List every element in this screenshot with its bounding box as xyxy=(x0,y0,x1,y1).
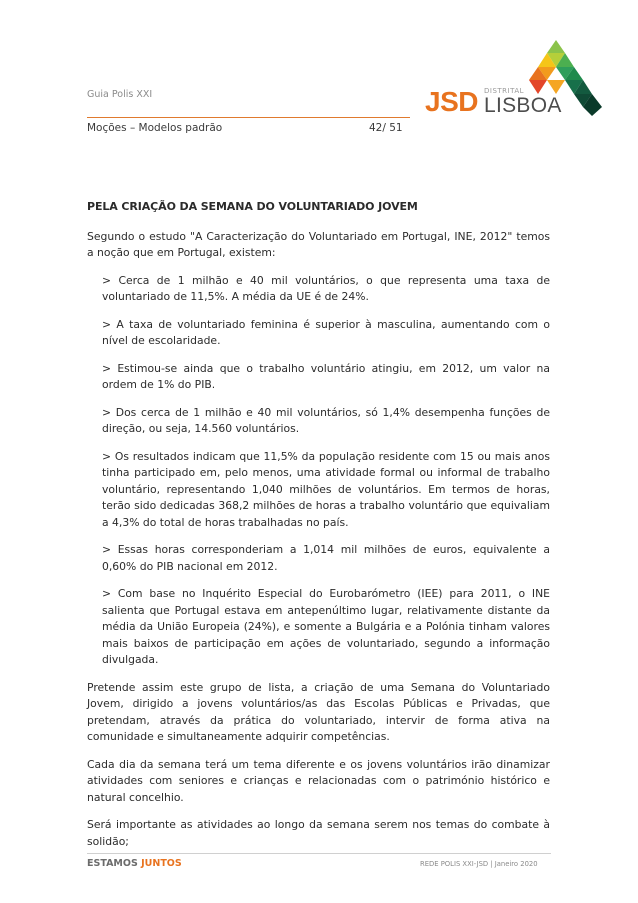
document-body xyxy=(87,199,550,861)
footer-slogan-main: ESTAMOS xyxy=(87,858,138,869)
document-title: PELA CRIAÇÃO DA SEMANA DO VOLUNTARIADO JOVEM xyxy=(87,200,418,213)
footer-slogan-accent: JUNTOS xyxy=(141,858,182,869)
bullet-item: > Com base no Inquérito Especial do Eurobarómetro (IEE) para 2011, o INE salienta que Portugal estava em antepenúltimo lugar, relativamente distante da média da União Europeia (24%), e somente a Bulgária e a Polónia tinham valores mais baixos de participação em ações de voluntariado, segundo a informação divulgada. xyxy=(102,587,550,666)
footer-slogan xyxy=(87,858,182,869)
header-guide-label: Guia Polis XXI xyxy=(87,89,153,100)
body-paragraph: Pretende assim este grupo de lista, a criação de uma Semana do Voluntariado Jovem, dirigido a jovens voluntários/as das Escolas Públicas e Privadas, que pretendam, através da prática do voluntariado, intervir de forma ativa na comunidade e simultaneamente adquirir competências. xyxy=(87,680,550,743)
logo-jsd-text: JSD xyxy=(425,86,478,117)
footer-divider xyxy=(87,853,551,854)
bullet-item: > Estimou-se ainda que o trabalho voluntário atingiu, em 2012, um valor na ordem de 1% do PIB. xyxy=(102,361,550,391)
bullet-item: > A taxa de voluntariado feminina é superior à masculina, aumentando com o nível de escolaridade. xyxy=(102,317,550,347)
bullet-item: > Dos cerca de 1 milhão e 40 mil voluntários, só 1,4% desempenha funções de direção, ou seja, 14.560 voluntários. xyxy=(102,405,550,435)
bullet-item: > Os resultados indicam que 11,5% da população residente com 15 ou mais anos tinha participado em, pelo menos, uma atividade formal ou informal de trabalho voluntário, representando 1,040 milhões de voluntários. Em termos de horas, terão sido dedicadas 368,2 milhões de horas a trabalho voluntário que equivaliam a 4,3% do total de horas trabalhadas no país. xyxy=(102,449,550,529)
logo-lisboa-text: LISBOA xyxy=(484,94,562,117)
footer-credit: REDE POLIS XXI-JSD | Janeiro 2020 xyxy=(420,860,538,868)
bullet-item: > Cerca de 1 milhão e 40 mil voluntários, o que representa uma taxa de voluntariado de 11,5%. A média da UE é de 24%. xyxy=(102,273,550,303)
intro-paragraph: Segundo o estudo "A Caracterização do Voluntariado em Portugal, INE, 2012" temos a noção que em Portugal, existem: xyxy=(87,229,550,259)
header-divider xyxy=(87,117,410,118)
body-paragraph: Será importante as atividades ao longo da semana serem nos temas do combate à solidão; xyxy=(87,818,550,848)
logo-distrital-text: DISTRITAL xyxy=(484,87,525,95)
jsd-lisboa-logo xyxy=(425,40,600,120)
body-paragraph: Cada dia da semana terá um tema diferente e os jovens voluntários irão dinamizar atividades com seniores e crianças e relacionadas com o património histórico e natural concelhio. xyxy=(87,757,550,804)
bullet-item: > Essas horas corresponderiam a 1,014 mil milhões de euros, equivalente a 0,60% do PIB nacional em 2012. xyxy=(102,543,550,573)
page-number: 42/ 51 xyxy=(369,122,403,134)
header-section-title: Moções – Modelos padrão xyxy=(87,122,223,134)
